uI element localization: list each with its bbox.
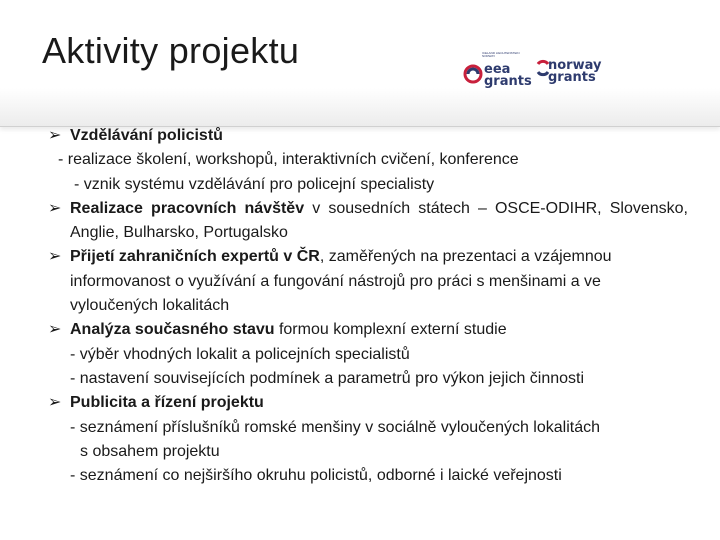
slide-title: Aktivity projektu: [42, 30, 300, 71]
bullet-bold: Analýza současného stavu: [70, 321, 275, 339]
slide-header: [0, 0, 720, 127]
eea-grants-icon: [462, 58, 484, 98]
sub-item: - výběr vhodných lokalit a policejních specialistů: [70, 345, 410, 363]
bullet-bold: Vzdělávání policistů: [70, 127, 223, 144]
bullet-item: [48, 318, 688, 391]
eea-grants-logo: [462, 51, 532, 96]
arrow-bullet-icon: ➢: [48, 248, 62, 266]
eea-logo-line2: grants: [484, 74, 532, 89]
bullet-text: formou komplexní externí studie: [274, 321, 507, 339]
bullet-item: [48, 124, 688, 197]
norway-grants-logo: [536, 56, 602, 96]
bullet-text: , zaměřených na prezentaci a vzájemnou informovanost o využívání a fungování nástrojů pro práci s menšinami a ve vyloučených lokalitách: [70, 248, 612, 315]
bullet-item: [48, 391, 688, 488]
bullet-item: [48, 197, 688, 246]
norway-logo-line2: grants: [548, 70, 596, 85]
sub-item: - seznámení příslušníků romské menšiny v sociálně vyloučených lokalitách: [70, 418, 601, 436]
sub-item: - nastavení souvisejících podmínek a parametrů pro výkon jejich činnosti: [70, 369, 585, 387]
bullet-text: v sousedních státech – OSCE-ODIHR, Slovensko, Anglie, Bulharsko, Portugalsko: [70, 199, 688, 242]
norway-logo-line1: norway: [548, 58, 602, 73]
arrow-bullet-icon: ➢: [48, 321, 62, 339]
sub-item: s obsahem projektu: [80, 442, 220, 460]
sub-item: - seznámení co nejširšího okruhu policistů, odborné i laické veřejnosti: [70, 467, 562, 485]
arrow-bullet-icon: ➢: [48, 394, 62, 412]
bullet-bold: Realizace pracovních návštěv: [70, 199, 305, 217]
arrow-bullet-icon: ➢: [48, 127, 62, 144]
bullet-bold: Publicita a řízení projektu: [70, 394, 264, 412]
eea-logo-line1: eea: [484, 62, 511, 77]
sub-item: - vznik systému vzdělávání pro policejní specialisty: [74, 175, 435, 193]
arrow-bullet-icon: ➢: [48, 199, 62, 217]
bullet-item: [48, 245, 688, 318]
eea-small-text: ICELAND LIECHTENSTEIN NORWAY: [482, 51, 520, 59]
sub-item: - realizace školení, workshopů, interaktivních cvičení, konference: [58, 151, 519, 169]
bullet-list: [48, 124, 688, 488]
logos: [462, 52, 602, 96]
bullet-bold: Přijetí zahraničních expertů v ČR: [70, 248, 320, 266]
